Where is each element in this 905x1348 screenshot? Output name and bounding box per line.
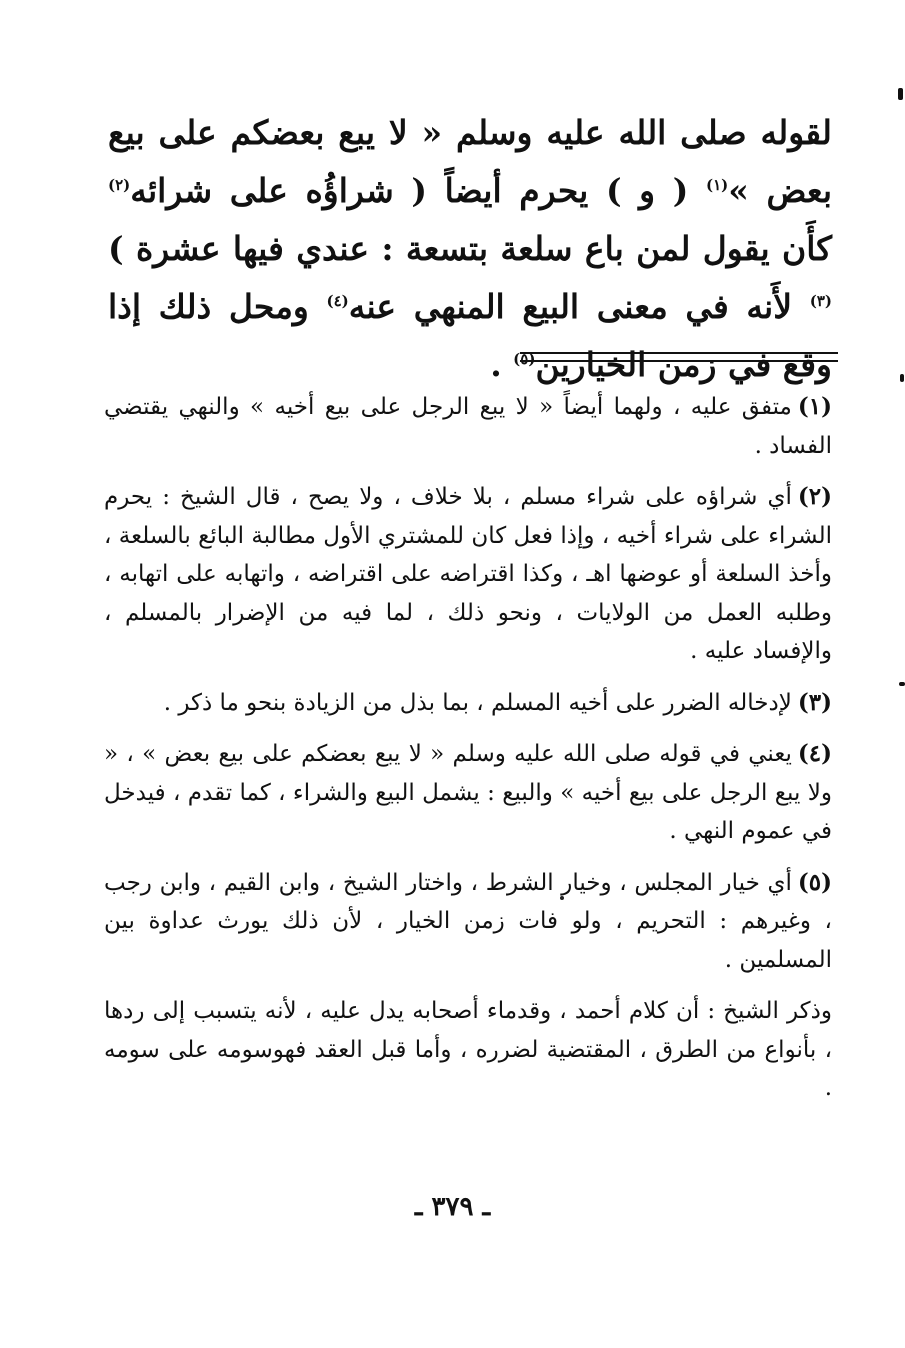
footnote-number: (١): [797, 393, 832, 420]
main-text-segment: لقوله صلى الله عليه وسلم « لا يبع بعضكم على بيع بعض »: [108, 113, 832, 210]
footnote-separator: [520, 360, 838, 362]
footnote-number: (٥): [797, 868, 832, 896]
footnote: [104, 388, 832, 465]
main-text-segment: ( و ) يحرم أيضاً ( شراؤُه على شرائه: [130, 171, 706, 210]
main-text-segment: كأَن يقول لمن باع سلعة بتسعة : عندي فيها عشرة ): [108, 229, 832, 268]
footnote-ref: (٣): [809, 292, 832, 310]
print-speck: [560, 896, 564, 900]
margin-mark: [898, 88, 903, 100]
footnote: [104, 864, 832, 980]
footnote: [104, 478, 832, 671]
footnote-ref: (١): [705, 176, 729, 194]
footnote-ref: (٤): [326, 292, 349, 310]
footnote-text: متفق عليه ، ولهما أيضاً « لا يبع الرجل على بيع أخيه » والنهي يقتضي الفساد .: [104, 394, 832, 459]
footnote-number: (٣): [797, 688, 832, 716]
footnote-separator: [520, 352, 838, 354]
page-number: ـ ٣٧٩ ـ: [414, 1192, 491, 1222]
margin-mark: [899, 682, 905, 686]
footnote: [104, 735, 832, 851]
footnote-text: يعني في قوله صلى الله عليه وسلم « لا يبع بعضكم على بيع بعض » ، « ولا يبع الرجل على بيع أخيه » والبيع : يشمل البيع والشراء ، كما تقدم ، فيدخل في عموم النهي .: [104, 741, 832, 844]
footnote-number: (٢): [797, 483, 832, 510]
footnote: [104, 684, 832, 723]
main-text-segment: ومحل ذلك إذا وقع في زمن الخيارين: [108, 287, 832, 384]
footnote-text: وذكر الشيخ : أن كلام أحمد ، وقدماء أصحابه يدل عليه ، لأنه يتسبب إلى ردها ، بأنواع من الطرق ، المقتضية لضرره ، وأما قبل العقد فهوسومه على سومه .: [104, 998, 832, 1101]
footnotes-section: [104, 388, 832, 1121]
footnote-text: أي شراؤه على شراء مسلم ، بلا خلاف ، ولا يصح ، قال الشيخ : يحرم الشراء على شراء أخيه ، وإذا فعل كان للمشتري الأول مطالبة البائع بالسلعة ، وأخذ السلعة أو عوضها اهـ ، وكذا اقتراضه على اقتراضه ، واتهابه على اتهابه ، وطلبه العمل من الولايات ، ونحو ذلك ، لما فيه من الإضرار بالمسلم ، والإفساد عليه .: [104, 484, 832, 664]
footnote-number: (٤): [797, 740, 832, 767]
footnote-text: لإدخاله الضرر على أخيه المسلم ، بما بذل من الزيادة بنحو ما ذكر .: [163, 689, 792, 716]
footnote-ref: (٥): [513, 350, 536, 368]
margin-mark: [900, 374, 904, 382]
main-text-segment: .: [490, 345, 514, 384]
footnote-text: أي خيار المجلس ، وخيار الشرط ، واختار الشيخ ، وابن القيم ، وابن رجب ، وغيرهم : التحريم ، ولو فات زمن الخيار ، لأن ذلك يورث عداوة بين المسلمين .: [104, 869, 832, 973]
main-text-segment: لأَنه في معنى البيع المنهي عنه: [348, 287, 810, 326]
main-text-block: [108, 104, 832, 394]
footnote-ref: (٢): [108, 176, 131, 194]
footnote-continuation: [104, 992, 832, 1108]
